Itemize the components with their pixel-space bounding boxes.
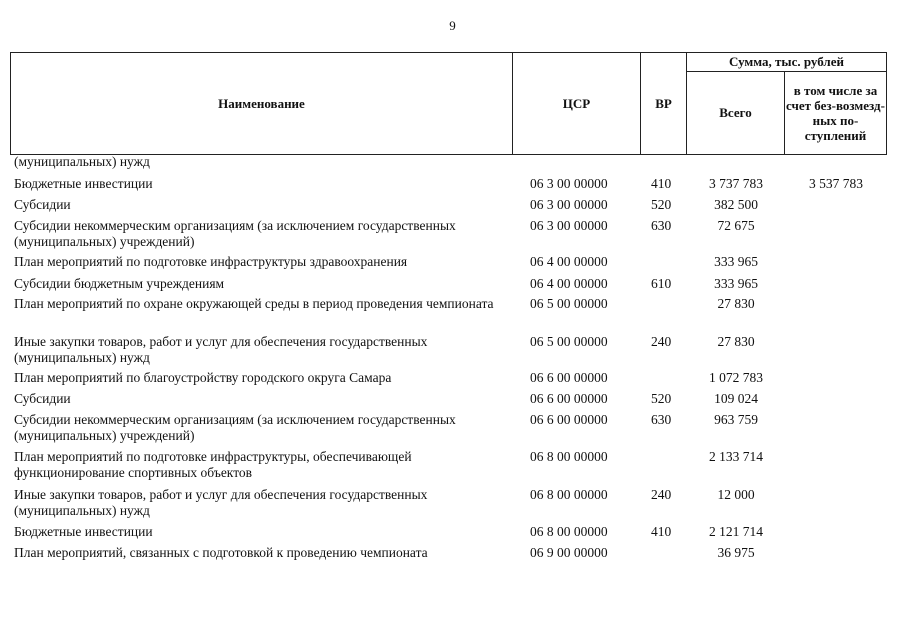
row-total: 109 024 (714, 391, 758, 406)
row-total: 3 737 783 (709, 176, 763, 191)
row-vr: 610 (651, 276, 672, 291)
row-name: План мероприятий, связанных с подготовкой к проведению чемпионата (14, 545, 428, 560)
row-name: Бюджетные инвестиции (14, 176, 153, 191)
row-csr: 06 8 00 00000 (530, 449, 608, 464)
row-name: План мероприятий по охране окружающей среды в период проведения чемпионата (14, 296, 494, 311)
row-total: 72 675 (717, 218, 755, 233)
header-vr: ВР (641, 53, 687, 155)
row-csr: 06 5 00 00000 (530, 296, 608, 311)
row-budget: 3 537 783 (809, 176, 863, 191)
row-vr: 410 (651, 176, 672, 191)
row-csr: 06 4 00 00000 (530, 276, 608, 291)
row-csr: 06 9 00 00000 (530, 545, 608, 560)
header-sum: Сумма, тыс. рублей (687, 53, 887, 72)
row-total: 963 759 (714, 412, 758, 427)
row-total: 1 072 783 (709, 370, 763, 385)
row-total: 36 975 (717, 545, 755, 560)
table-header (10, 52, 887, 155)
row-csr: 06 3 00 00000 (530, 218, 608, 233)
row-csr: 06 4 00 00000 (530, 254, 608, 269)
row-vr: 410 (651, 524, 672, 539)
header-total: Всего (687, 72, 785, 155)
row-name: Субсидии бюджетным учреждениям (14, 276, 225, 291)
row-csr: 06 8 00 00000 (530, 524, 608, 539)
row-csr: 06 8 00 00000 (530, 487, 608, 502)
header-csr: ЦСР (513, 53, 641, 155)
row-name: Субсидии (14, 197, 71, 212)
row-total: 333 965 (714, 254, 758, 269)
row-name: (муниципальных) нужд (14, 154, 150, 169)
row-name: Субсидии (14, 391, 71, 406)
row-total: 27 830 (717, 296, 755, 311)
header-including: в том числе за счет без-возмезд-ных по-ступлений (785, 72, 887, 155)
header-name: Наименование (11, 53, 513, 155)
row-total: 12 000 (717, 487, 755, 502)
row-csr: 06 3 00 00000 (530, 176, 608, 191)
row-csr: 06 6 00 00000 (530, 391, 608, 406)
row-vr: 520 (651, 391, 672, 406)
row-total: 27 830 (717, 334, 755, 349)
row-vr: 240 (651, 334, 672, 349)
row-total: 2 133 714 (709, 449, 763, 464)
row-total: 2 121 714 (709, 524, 763, 539)
row-name: Иные закупки товаров, работ и услуг для обеспечения государственных (муниципальных) нужд (14, 334, 428, 365)
row-total: 382 500 (714, 197, 758, 212)
row-name: Субсидии некоммерческим организациям (за исключением государственных (муниципальных) учреждений) (14, 412, 456, 443)
row-csr: 06 6 00 00000 (530, 370, 608, 385)
row-name: План мероприятий по подготовке инфраструктуры здравоохранения (14, 254, 408, 269)
row-total: 333 965 (714, 276, 758, 291)
row-csr: 06 3 00 00000 (530, 197, 608, 212)
row-vr: 630 (651, 412, 672, 427)
row-vr: 630 (651, 218, 672, 233)
row-name: Субсидии некоммерческим организациям (за исключением государственных (муниципальных) учреждений) (14, 218, 456, 249)
row-name: Бюджетные инвестиции (14, 524, 153, 539)
row-name: План мероприятий по подготовке инфраструктуры, обеспечивающей функционирование спортивных объектов (14, 449, 412, 480)
row-vr: 520 (651, 197, 672, 212)
row-vr: 240 (651, 487, 672, 502)
row-name: План мероприятий по благоустройству городского округа Самара (14, 370, 392, 385)
row-name: Иные закупки товаров, работ и услуг для обеспечения государственных (муниципальных) нужд (14, 487, 428, 518)
row-csr: 06 6 00 00000 (530, 412, 608, 427)
row-csr: 06 5 00 00000 (530, 334, 608, 349)
page-number: 9 (449, 18, 456, 33)
